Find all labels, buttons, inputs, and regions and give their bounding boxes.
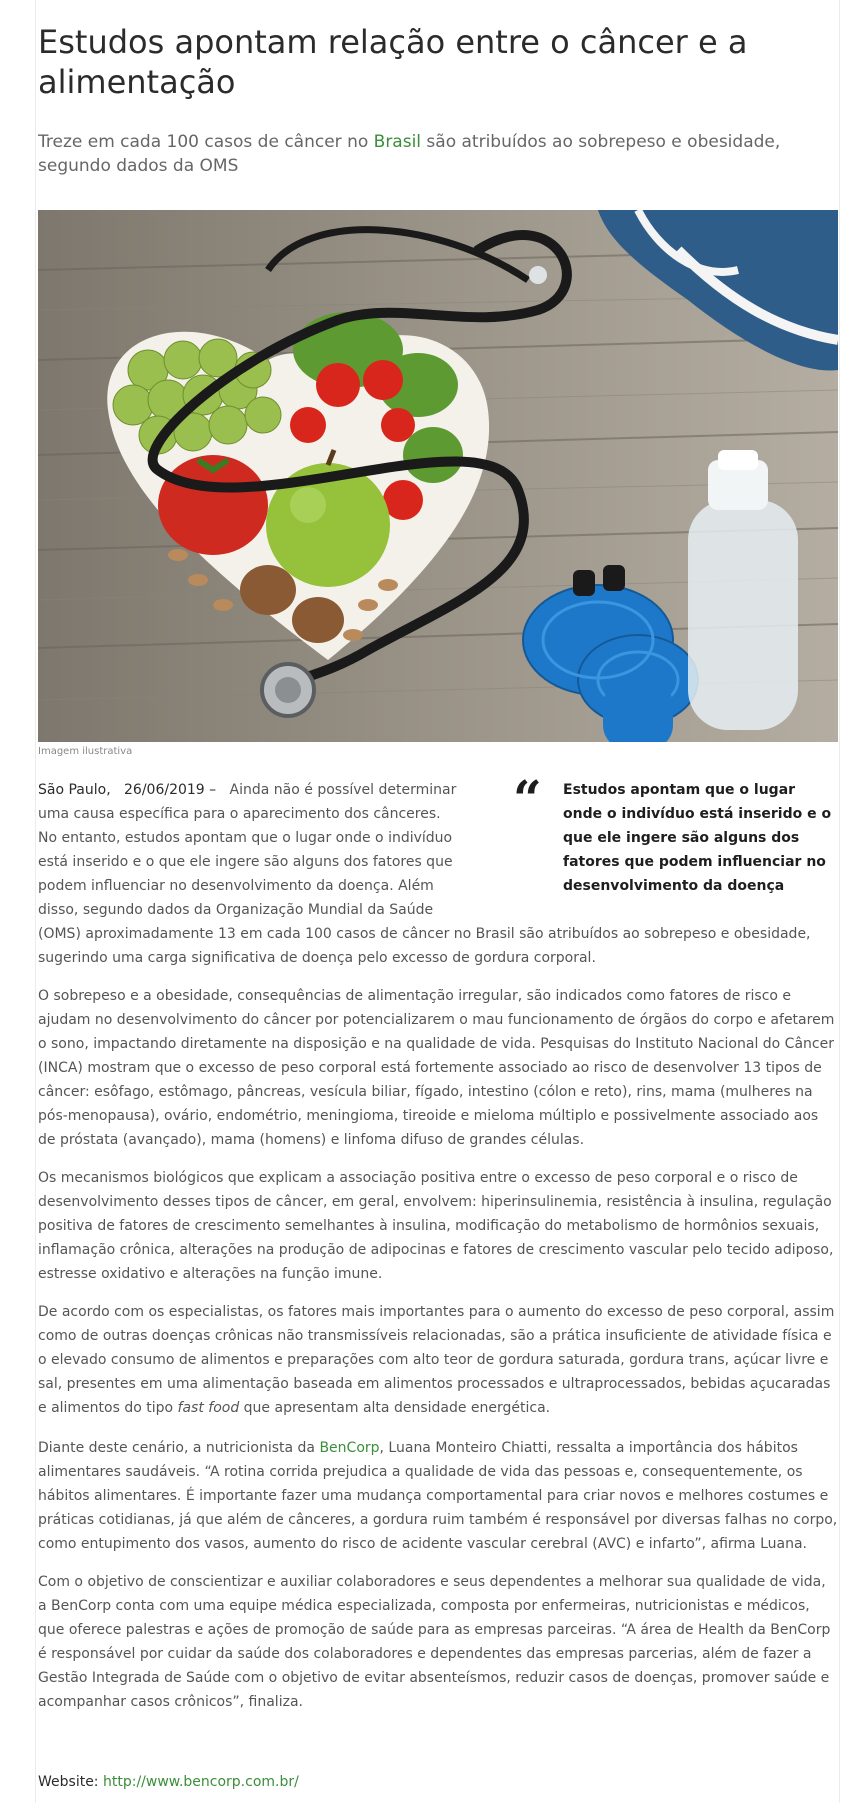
pullquote-text: Estudos apontam que o lugar onde o indivíduo está inserido e o que ele ingere são alguns dos fatores que podem influenciar no desenvolvimento da doença	[563, 782, 832, 894]
paragraph-4-text-start: De acordo com os especialistas, os fatores mais importantes para o aumento do excesso de peso corporal, assim como de outras doenças crônicas não transmissíveis relacionadas, são a prática insuficiente de atividade física e o elevado consumo de alimentos e preparações com alto teor de gordura saturada, gordura trans, açúcar livre e sal, presentes em uma alimentação baseada em alimentos processados e ultraprocessados, bebidas açucaradas e alimentos do tipo	[38, 1304, 835, 1416]
quote-mark-icon: “	[513, 769, 542, 828]
paragraph-1-lead-text: Ainda não é possível determinar uma causa específica para o aparecimento dos cânceres. No entanto, estudos apontam que o lugar onde o indivíduo está inserido e o que ele ingere são alguns dos fatores que podem influenciar no desenvolvimento da doença. Além disso, segundo dados da Organização Mundial da Saúde	[38, 782, 457, 918]
article-photo	[38, 210, 838, 742]
image-caption: Imagem ilustrativa	[38, 746, 133, 757]
article-paragraph-2: O sobrepeso e a obesidade, consequências de alimentação irregular, são indicados como fatores de risco e ajudam no desenvolvimento do câncer por potencializarem o mau funcionamento de órgãos do corpo e afetarem o sono, impactando diretamente na disposição e na qualidade de vida. Pesquisas do Instituto Nacional do Câncer (INCA) mostram que o excesso de peso corporal está fortemente associado ao risco de desenvolver 13 tipos de câncer: esôfago, estômago, pâncreas, vesícula biliar, fígado, intestino (cólon e reto), rins, mama (mulheres na pós-menopausa), ovário, endométrio, meningioma, tireoide e mieloma múltiplo e possivelmente associado aos de próstata (avançado), mama (homens) e linfoma difuso de grandes células.	[38, 988, 835, 1148]
article-paragraph-5	[38, 1436, 838, 1556]
fast-food-emphasis: fast food	[177, 1400, 240, 1416]
article-paragraph-6: Com o objetivo de conscientizar e auxiliar colaboradores e seus dependentes a melhorar sua qualidade de vida, a BenCorp conta com uma equipe médica especializada, composta por enfermeiras, nutricionistas e médicos, que oferece palestras e ações de promoção de saúde para as empresas parceiras. “A área de Health da BenCorp é responsável por cuidar da saúde dos colaboradores e dependentes das empresas parcerias, além de fazer a Gestão Integrada de Saúde com o objetivo de evitar absenteísmos, reduzir casos de doenças, promover saúde e acompanhar casos crônicos”, finaliza.	[38, 1574, 831, 1710]
bencorp-link[interactable]: BenCorp	[319, 1440, 380, 1456]
article-subtitle	[38, 130, 838, 178]
paragraph-1-lead	[38, 778, 458, 922]
website-label: Website:	[38, 1774, 103, 1790]
paragraph-4-text-end: que apresentam alta densidade energética.	[239, 1400, 551, 1416]
paragraph-1-rest: (OMS) aproximadamente 13 em cada 100 casos de câncer no Brasil são atribuídos ao sobrepeso e obesidade, sugerindo uma carga significativa de doença pelo excesso de gordura corporal.	[38, 926, 811, 966]
subtitle-text-end: são atribuídos ao sobrepeso e obesidade, segundo dados da OMS	[38, 132, 781, 176]
website-line	[38, 1770, 299, 1794]
location: São Paulo,	[38, 782, 111, 798]
article-paragraph-3: Os mecanismos biológicos que explicam a associação positiva entre o excesso de peso corporal e o risco de desenvolvimento desses tipos de câncer, em geral, envolvem: hiperinsulinemia, resistência à insulina, regulação positiva de fatores de crescimento semelhantes à insulina, modificação do metabolismo de hormônios sexuais, inflamação crônica, alterações na produção de adipocinas e fatores de crescimento vascular pelo tecido adiposo, estresse oxidativo e alterações na função imune.	[38, 1170, 834, 1282]
article-title: Estudos apontam relação entre o câncer e a alimentação	[38, 23, 748, 101]
date: 26/06/2019 –	[124, 782, 217, 798]
healthy-food-stethoscope-illustration	[38, 210, 838, 742]
website-link[interactable]: http://www.bencorp.com.br/	[102, 1774, 299, 1790]
subtitle-text-start: Treze em cada 100 casos de câncer no	[38, 132, 374, 152]
subtitle-link-brasil[interactable]: Brasil	[373, 132, 422, 152]
article-paragraph-1	[38, 778, 838, 970]
paragraph-5-text-end: , Luana Monteiro Chiatti, ressalta a importância dos hábitos alimentares saudáveis. “A rotina corrida prejudica a qualidade de vida das pessoas e, consequentemente, os hábitos alimentares. É importante fazer uma mudança comportamental para criar novos e melhores costumes e práticas cotidianas, já que além de cânceres, a gordura ruim também é responsável por diversas falhas no corpo, como entupimento dos vasos, aumento do risco de acidente vascular cerebral (AVC) e infarto”, afirma Luana.	[38, 1440, 838, 1552]
paragraph-5-text-start: Diante deste cenário, a nutricionista da	[38, 1440, 320, 1456]
article-paragraph-4	[38, 1300, 838, 1420]
